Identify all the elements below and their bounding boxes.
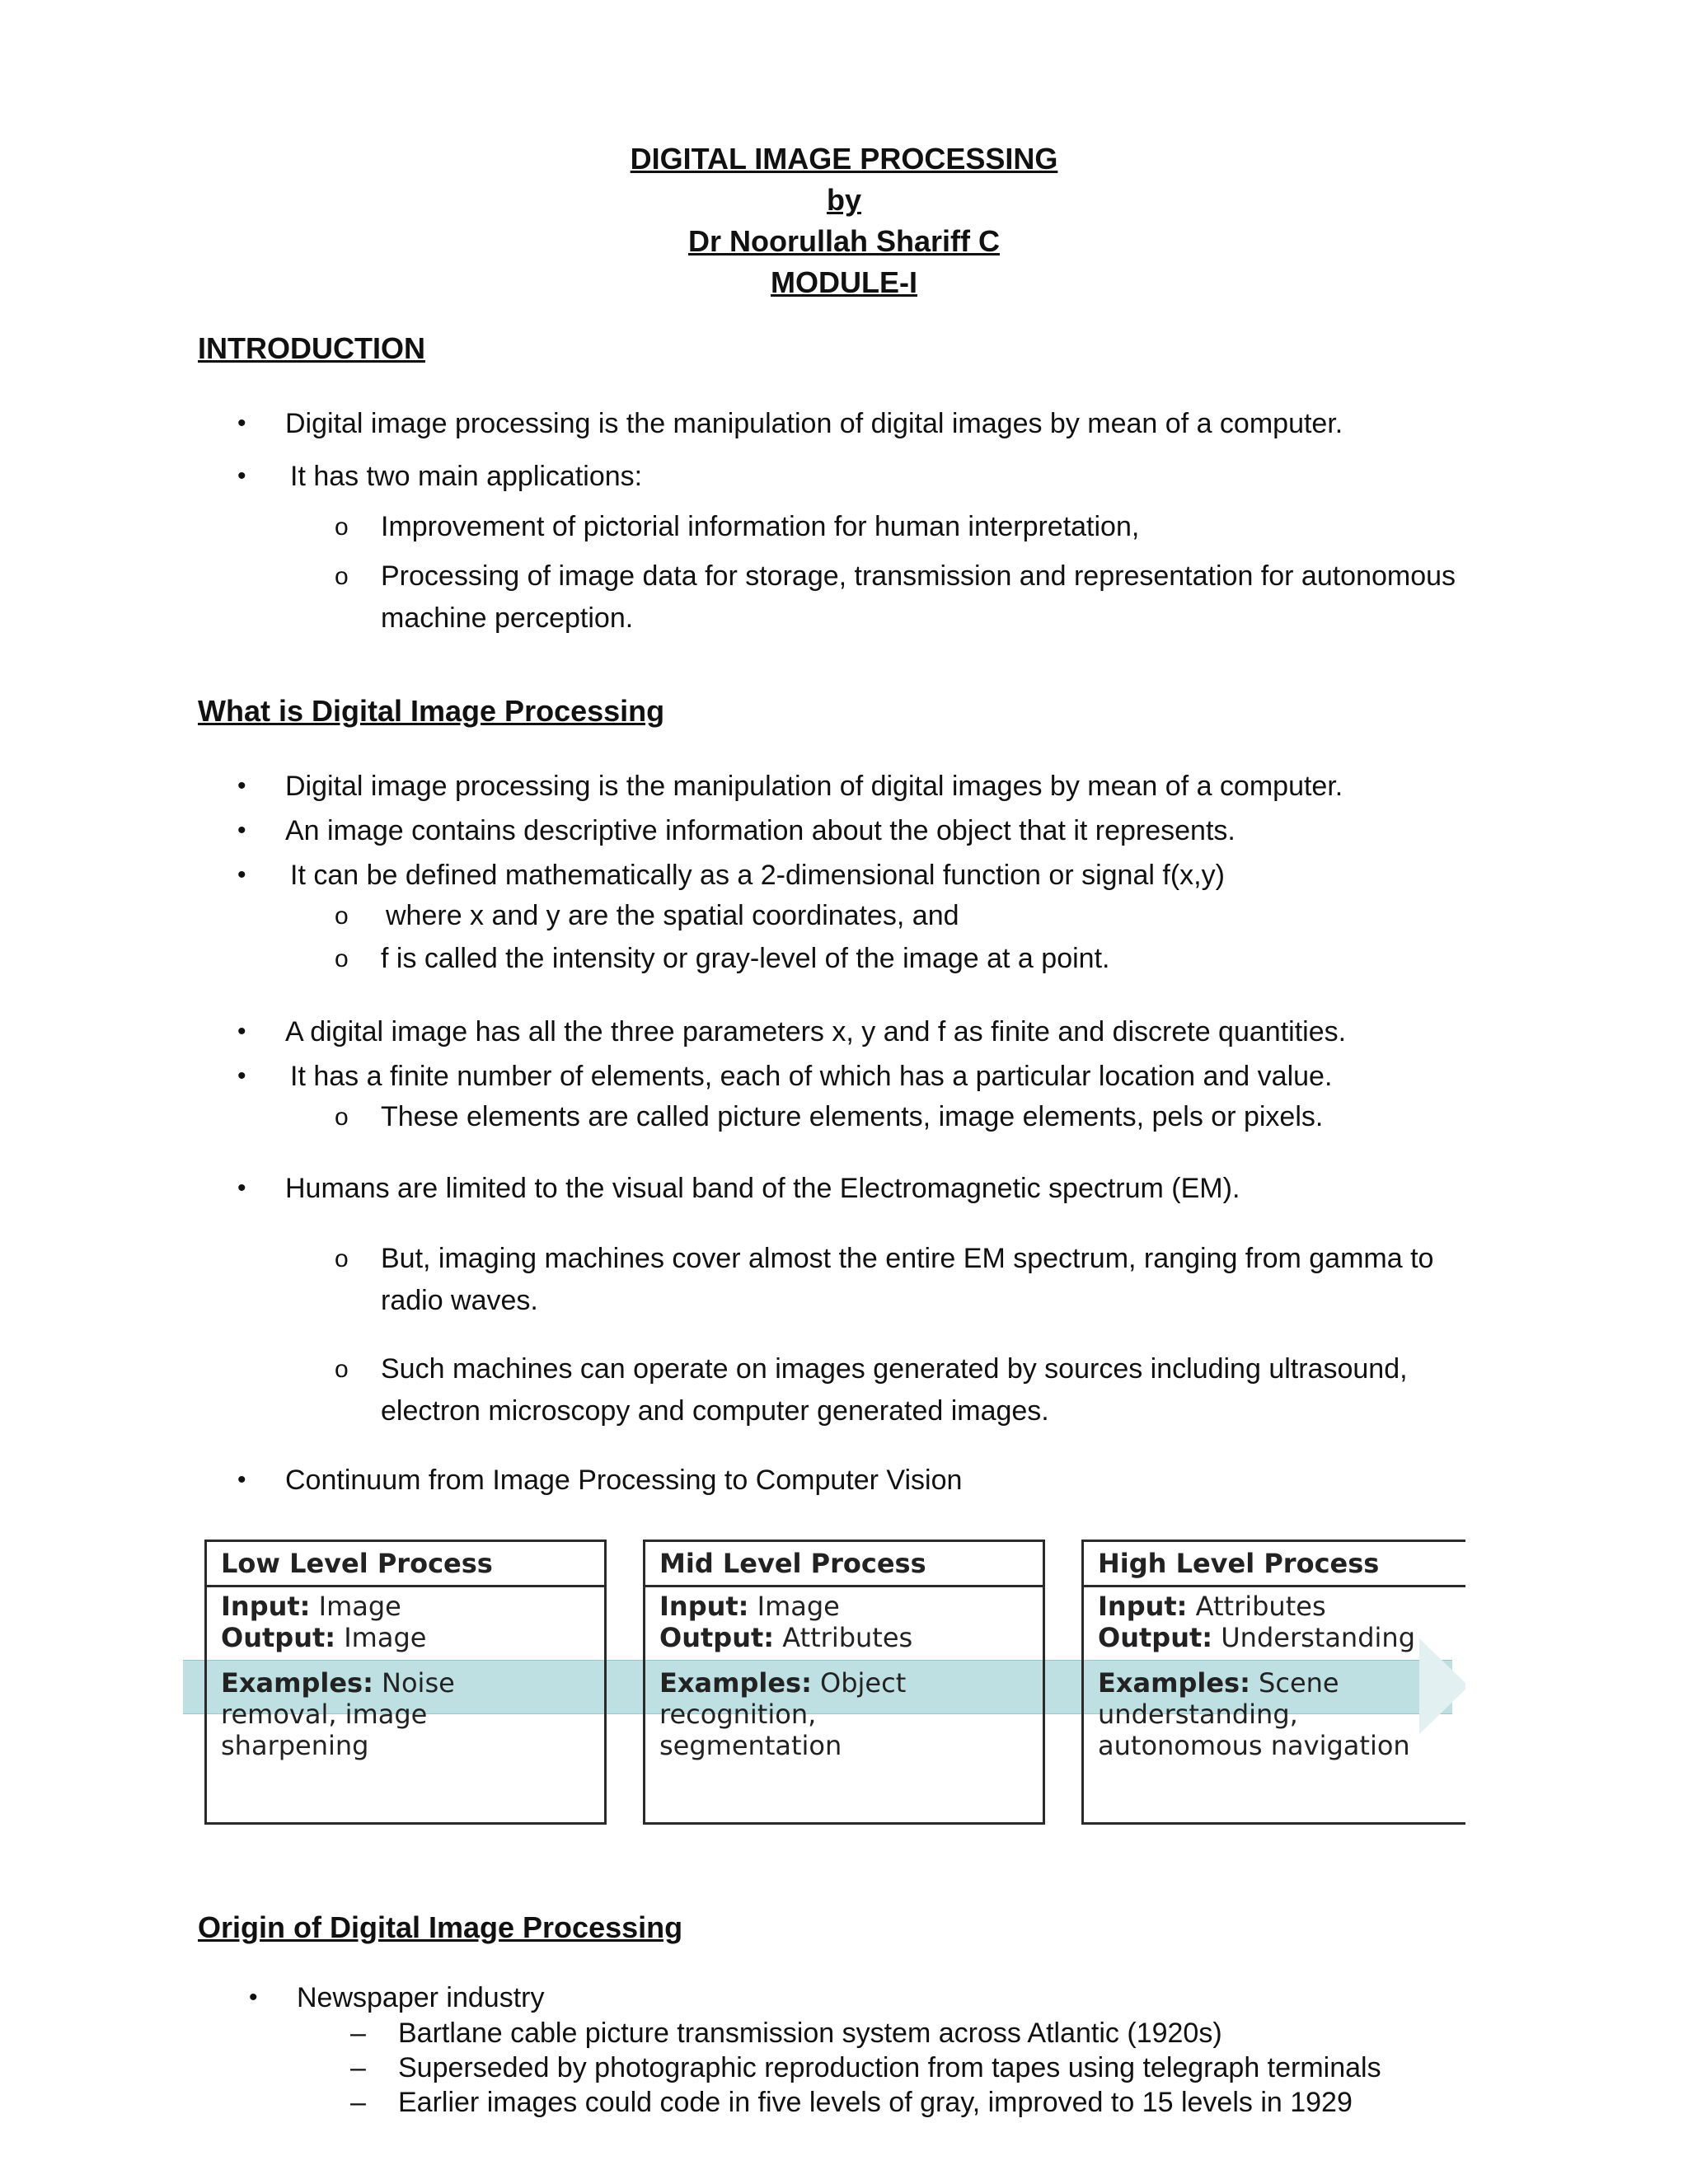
list-item-text: It has a finite number of elements, each of which has a particular location and value. <box>290 1061 1333 1092</box>
box-title: Mid Level Process <box>645 1542 1043 1587</box>
circle-marker: o <box>335 945 349 972</box>
examples-line-1: Noise <box>382 1667 455 1699</box>
sub-list-item-text: Such machines can operate on images generated by sources including ultrasound, electron microscopy and computer generated images. <box>381 1353 1408 1427</box>
title-line-1: DIGITAL IMAGE PROCESSING <box>630 142 1058 176</box>
bullet-marker: • <box>237 462 246 490</box>
sub-list-item <box>335 1348 1464 1432</box>
list-item-text: An image contains descriptive information about the object that it represents. <box>285 815 1236 846</box>
bullet-marker: • <box>237 861 246 888</box>
bullet-marker: • <box>237 1466 246 1493</box>
title-line-3: Dr Noorullah Shariff C <box>687 224 1001 258</box>
list-item-text: Continuum from Image Processing to Computer Vision <box>285 1465 963 1496</box>
dash-list-item-text: Superseded by photographic reproduction from tapes using telegraph terminals <box>398 2052 1381 2083</box>
bullet-marker: • <box>237 1174 246 1202</box>
circle-marker: o <box>335 1245 349 1272</box>
output-label: Output: <box>1098 1622 1213 1653</box>
box-examples <box>207 1653 604 1761</box>
mid-level-process-box <box>643 1540 1045 1825</box>
sub-list-item <box>335 506 1464 548</box>
examples-label: Examples: <box>659 1667 812 1699</box>
output-label: Output: <box>659 1622 775 1653</box>
examples-label: Examples: <box>1098 1667 1250 1699</box>
examples-line-1: Scene <box>1259 1667 1339 1699</box>
process-levels-diagram <box>183 1540 1465 1833</box>
sub-list-item <box>335 895 1464 937</box>
sub-list-item-text: But, imaging machines cover almost the entire EM spectrum, ranging from gamma to radio waves. <box>381 1243 1434 1316</box>
circle-marker: o <box>335 563 349 590</box>
list-item-text: Newspaper industry <box>297 1982 545 2013</box>
dash-marker: – <box>350 2052 366 2083</box>
circle-marker: o <box>335 513 349 541</box>
output-label: Output: <box>221 1622 336 1653</box>
examples-line-2: understanding, <box>1098 1699 1298 1730</box>
examples-label: Examples: <box>221 1667 373 1699</box>
circle-marker: o <box>335 1104 349 1131</box>
examples-line-1: Object <box>820 1667 907 1699</box>
origin-heading: Origin of Digital Image Processing <box>198 1910 683 1944</box>
dash-list-item-text: Bartlane cable picture transmission system across Atlantic (1920s) <box>398 2018 1222 2049</box>
output-value: Image <box>344 1622 427 1653</box>
title-line-2: by <box>826 183 861 217</box>
dash-list-item-text: Earlier images could code in five levels of gray, improved to 15 levels in 1929 <box>398 2087 1353 2118</box>
list-item-text: Digital image processing is the manipulation of digital images by mean of a computer. <box>285 408 1343 439</box>
introduction-heading: INTRODUCTION <box>198 331 425 365</box>
list-item-text: Digital image processing is the manipulation of digital images by mean of a computer. <box>285 771 1343 802</box>
box-examples <box>645 1653 1043 1761</box>
sub-list-item <box>335 555 1464 640</box>
circle-marker: o <box>335 902 349 930</box>
bullet-marker: • <box>237 1062 246 1090</box>
low-level-process-box <box>204 1540 607 1825</box>
box-io <box>1084 1587 1465 1653</box>
examples-line-2: recognition, <box>659 1699 817 1730</box>
box-title: Low Level Process <box>207 1542 604 1587</box>
examples-line-3: sharpening <box>221 1730 369 1761</box>
circle-marker: o <box>335 1356 349 1383</box>
bullet-marker: • <box>237 772 246 799</box>
list-item-text: It has two main applications: <box>290 461 643 492</box>
output-value: Understanding <box>1221 1622 1415 1653</box>
examples-line-3: autonomous navigation <box>1098 1730 1410 1761</box>
input-label: Input: <box>659 1591 749 1622</box>
list-item-text: Humans are limited to the visual band of the Electromagnetic spectrum (EM). <box>285 1173 1240 1204</box>
sub-list-item <box>335 1238 1464 1322</box>
document-title <box>0 138 1688 303</box>
list-item-text: It can be defined mathematically as a 2-dimensional function or signal f(x,y) <box>290 860 1225 891</box>
sub-list-item <box>335 1096 1464 1138</box>
box-examples <box>1084 1653 1465 1761</box>
sub-list-item-text: These elements are called picture elements, image elements, pels or pixels. <box>381 1101 1324 1132</box>
what-is-heading: What is Digital Image Processing <box>198 694 665 728</box>
bullet-marker: • <box>237 1018 246 1045</box>
examples-line-3: segmentation <box>659 1730 842 1761</box>
box-title: High Level Process <box>1084 1542 1465 1587</box>
output-value: Attributes <box>782 1622 913 1653</box>
examples-line-2: removal, image <box>221 1699 428 1730</box>
sub-list-item-text: f is called the intensity or gray-level of the image at a point. <box>381 943 1110 974</box>
title-line-4: MODULE-I <box>771 265 917 299</box>
input-value: Attributes <box>1195 1591 1326 1622</box>
box-io <box>645 1587 1043 1653</box>
list-item-text: A digital image has all the three parameters x, y and f as finite and discrete quantities. <box>285 1016 1347 1047</box>
bullet-marker: • <box>237 410 246 437</box>
sub-list-item-text: Processing of image data for storage, transmission and representation for autonomous machine perception. <box>381 560 1456 634</box>
sub-list-item <box>335 938 1464 980</box>
dash-marker: – <box>350 2018 366 2049</box>
high-level-process-box <box>1081 1540 1465 1825</box>
bullet-marker: • <box>249 1984 258 2011</box>
bullet-marker: • <box>237 817 246 844</box>
box-io <box>207 1587 604 1653</box>
input-value: Image <box>757 1591 840 1622</box>
input-value: Image <box>318 1591 401 1622</box>
sub-list-item-text: where x and y are the spatial coordinates, and <box>386 900 959 931</box>
input-label: Input: <box>1098 1591 1188 1622</box>
dash-marker: – <box>350 2087 366 2118</box>
sub-list-item-text: Improvement of pictorial information for human interpretation, <box>381 511 1140 542</box>
input-label: Input: <box>221 1591 311 1622</box>
